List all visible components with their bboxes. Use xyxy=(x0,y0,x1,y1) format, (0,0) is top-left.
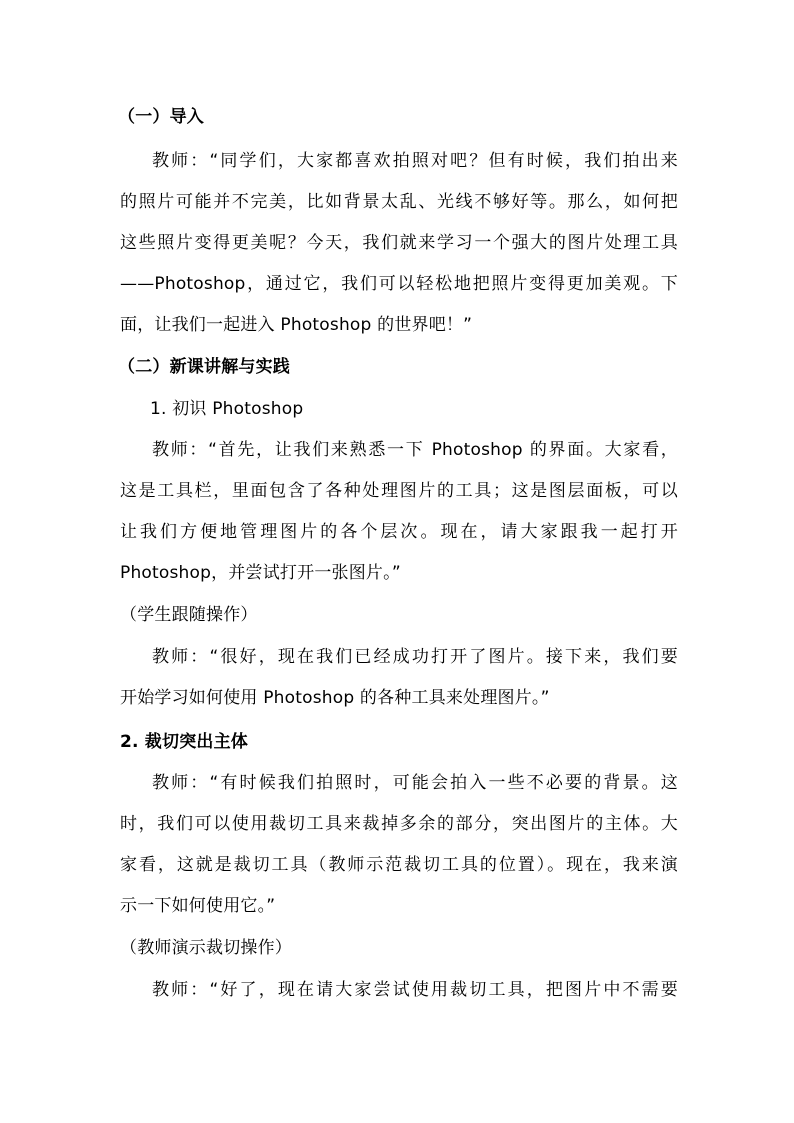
paragraph-line: 教师：“有时候我们拍照时，可能会拍入一些不必要的背景。这 xyxy=(152,773,678,793)
paragraph-line: 这是工具栏，里面包含了各种处理图片的工具；这是图层面板，可以 xyxy=(120,481,678,501)
paragraph-line: 面，让我们一起进入 Photoshop 的世界吧！” xyxy=(120,315,473,335)
teacher-demo-note: （教师演示裁切操作） xyxy=(120,938,292,958)
section-heading-introduction: （一）导入 xyxy=(118,107,204,127)
paragraph-line: ——Photoshop，通过它，我们可以轻松地把照片变得更加美观。下 xyxy=(120,274,678,294)
paragraph-line: 教师：“首先，让我们来熟悉一下 Photoshop 的界面。大家看， xyxy=(152,440,678,460)
paragraph-line: 让我们方便地管理图片的各个层次。现在，请大家跟我一起打开 xyxy=(120,522,678,542)
paragraph-line: 教师：“同学们，大家都喜欢拍照对吧？但有时候，我们拍出来 xyxy=(152,151,678,171)
section-heading-new-lesson: （二）新课讲解与实践 xyxy=(118,357,290,377)
paragraph-line: 这些照片变得更美呢？今天，我们就来学习一个强大的图片处理工具 xyxy=(120,233,678,253)
paragraph-line: 开始学习如何使用 Photoshop 的各种工具来处理图片。” xyxy=(120,688,550,708)
paragraph-line: 时，我们可以使用裁切工具来裁掉多余的部分，突出图片的主体。大 xyxy=(120,814,678,834)
subsection-title-first-look-photoshop: 1. 初识 Photoshop xyxy=(150,399,304,419)
paragraph-line: 教师：“很好，现在我们已经成功打开了图片。接下来，我们要 xyxy=(152,647,678,667)
paragraph-line: 的照片可能并不完美，比如背景太乱、光线不够好等。那么，如何把 xyxy=(120,192,678,212)
paragraph-line: 家看，这就是裁切工具（教师示范裁切工具的位置）。现在，我来演 xyxy=(120,855,678,875)
paragraph-line: 教师：“好了，现在请大家尝试使用裁切工具，把图片中不需要 xyxy=(152,980,678,1000)
subsection-title-crop-subject: 2. 裁切突出主体 xyxy=(120,732,249,752)
paragraph-line: Photoshop，并尝试打开一张图片。” xyxy=(120,563,401,583)
paragraph-line: 示一下如何使用它。” xyxy=(120,896,276,916)
student-action-note: （学生跟随操作） xyxy=(120,605,258,625)
